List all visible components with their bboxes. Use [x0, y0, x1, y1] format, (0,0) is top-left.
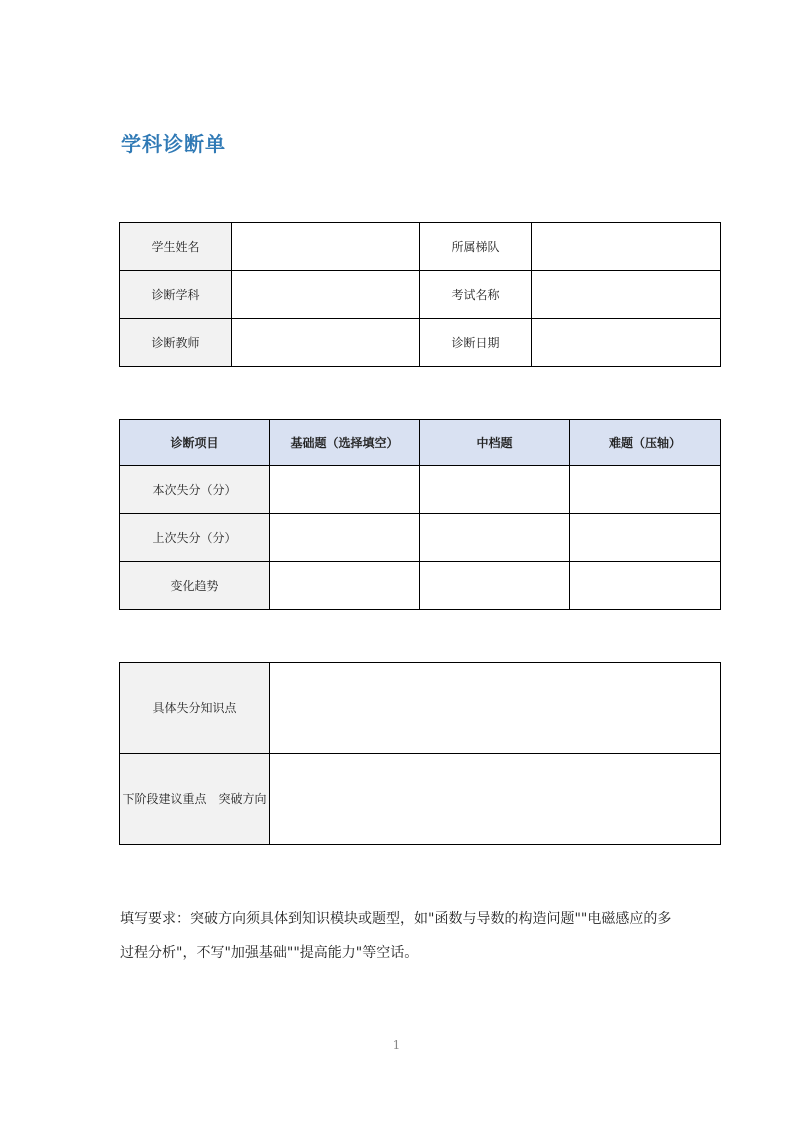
page-title: 学科诊断单	[121, 132, 226, 156]
column-header: 诊断项目	[120, 420, 270, 466]
table-cell[interactable]	[420, 514, 570, 562]
teacher-label: 诊断教师	[120, 319, 232, 367]
table-header-row	[120, 420, 721, 466]
exam-name-label: 考试名称	[420, 271, 532, 319]
page-number: 1	[392, 1038, 401, 1052]
table-row	[120, 562, 721, 610]
table-cell[interactable]	[570, 562, 721, 610]
table-cell[interactable]	[570, 514, 721, 562]
row-label: 本次失分（分）	[120, 466, 270, 514]
student-name-field[interactable]	[232, 223, 420, 271]
column-header: 难题（压轴）	[570, 420, 721, 466]
analysis-table	[119, 662, 721, 845]
table-cell[interactable]	[270, 514, 420, 562]
tier-label: 所属梯队	[420, 223, 532, 271]
table-cell[interactable]	[420, 466, 570, 514]
table-cell[interactable]	[420, 562, 570, 610]
score-table	[119, 419, 721, 610]
subject-field[interactable]	[232, 271, 420, 319]
row-label: 上次失分（分）	[120, 514, 270, 562]
table-row	[120, 754, 721, 845]
table-row	[120, 319, 721, 367]
teacher-field[interactable]	[232, 319, 420, 367]
table-row	[120, 663, 721, 754]
student-info-table	[119, 222, 721, 367]
date-field[interactable]	[532, 319, 721, 367]
tier-field[interactable]	[532, 223, 721, 271]
next-focus-field[interactable]	[270, 754, 721, 845]
subject-label: 诊断学科	[120, 271, 232, 319]
date-label: 诊断日期	[420, 319, 532, 367]
row-label: 具体失分知识点	[120, 663, 270, 754]
table-row	[120, 271, 721, 319]
row-label: 下阶段建议重点 突破方向	[120, 754, 270, 845]
row-label: 变化趋势	[120, 562, 270, 610]
table-row	[120, 514, 721, 562]
column-header: 中档题	[420, 420, 570, 466]
table-cell[interactable]	[570, 466, 721, 514]
exam-name-field[interactable]	[532, 271, 721, 319]
table-row	[120, 466, 721, 514]
column-header: 基础题（选择填空）	[270, 420, 420, 466]
table-row	[120, 223, 721, 271]
knowledge-points-field[interactable]	[270, 663, 721, 754]
table-cell[interactable]	[270, 466, 420, 514]
fill-instructions: 填写要求：突破方向须具体到知识模块或题型，如"函数与导数的构造问题""电磁感应的多过程分析"，不写"加强基础""提高能力"等空话。	[120, 911, 672, 961]
table-cell[interactable]	[270, 562, 420, 610]
student-name-label: 学生姓名	[120, 223, 232, 271]
